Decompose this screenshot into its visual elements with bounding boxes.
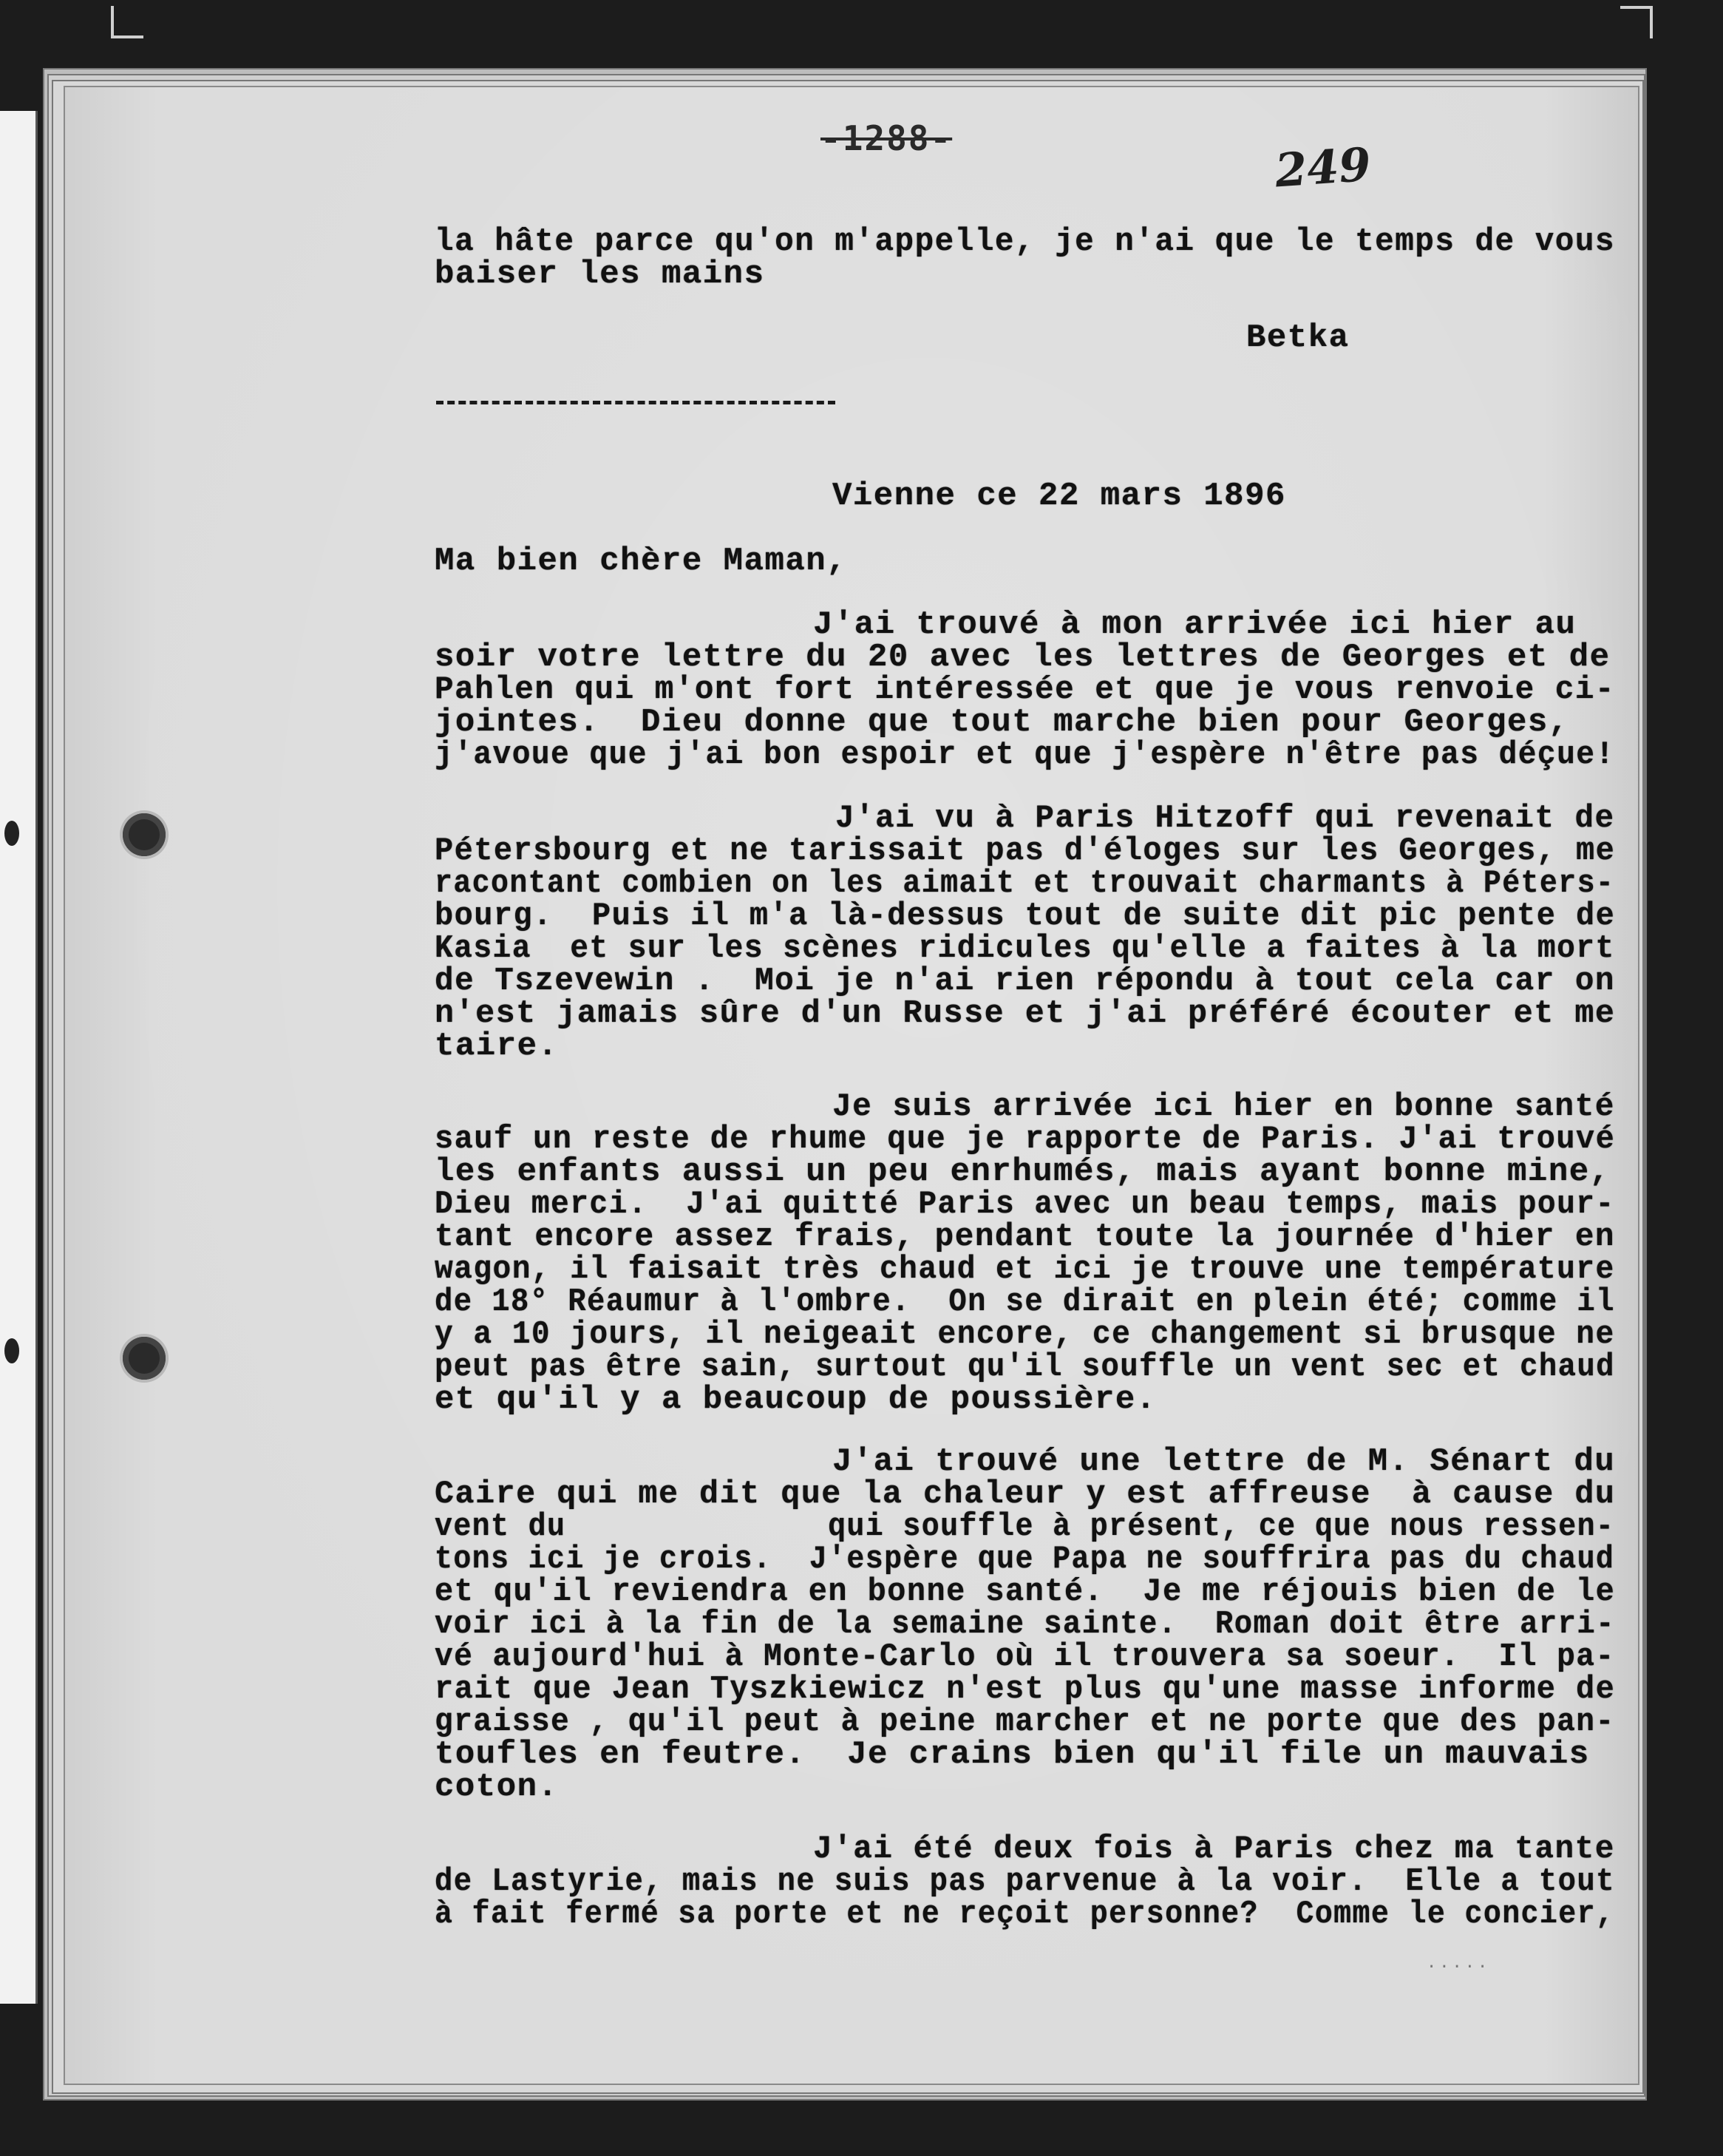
paragraph-line: tons ici je crois. J'espère que Papa ne souffrira pas du chaud xyxy=(435,1541,1615,1578)
paragraph-line: racontant combien on les aimait et trouvait charmants à Péters- xyxy=(435,865,1615,902)
paragraph-line: n'est jamais sûre d'un Russe et j'ai préféré écouter et me xyxy=(435,995,1616,1032)
paragraph-line: et qu'il reviendra en bonne santé. Je me réjouis bien de le xyxy=(435,1573,1616,1610)
paragraph-line: j'avoue que j'ai bon espoir et que j'espère n'être pas déçue! xyxy=(435,736,1615,773)
folio-number: 249 xyxy=(1273,137,1373,198)
crop-mark xyxy=(1620,6,1653,38)
letter-page xyxy=(65,87,1638,2084)
paragraph-line: graisse , qu'il peut à peine marcher et ne porte que des pan- xyxy=(435,1704,1615,1740)
dateline: Vienne ce 22 mars 1896 xyxy=(832,478,1286,515)
paragraph-line: de Tszevewin . Moi je n'ai rien répondu à tout cela car on xyxy=(435,963,1615,1000)
paragraph-line: les enfants aussi un peu enrhumés, mais ayant bonne mine, xyxy=(435,1153,1611,1190)
paragraph-line: vé aujourd'hui à Monte-Carlo où il trouvera sa soeur. Il pa- xyxy=(435,1638,1615,1675)
paragraph-line: toufles en feutre. Je crains bien qu'il file un mauvais xyxy=(435,1736,1590,1773)
signature: Betka xyxy=(1246,319,1350,356)
paragraph-line: Pétersbourg et ne tarissait pas d'éloges sur les Georges, me xyxy=(435,833,1616,869)
salutation: Ma bien chère Maman, xyxy=(435,543,848,580)
paragraph-line: taire. xyxy=(435,1028,559,1065)
paragraph-line: J'ai trouvé à mon arrivée ici hier au xyxy=(813,606,1577,643)
paragraph-line: de Lastyrie, mais ne suis pas parvenue à la voir. Elle a tout xyxy=(435,1863,1615,1900)
paragraph-line: de 18° Réaumur à l'ombre. On se dirait en plein été; comme il xyxy=(435,1284,1615,1321)
paragraph-line: bourg. Puis il m'a là-dessus tout de suite dit pic pente de xyxy=(435,898,1616,935)
paragraph-line: Pahlen qui m'ont fort intéressée et que je vous renvoie ci- xyxy=(435,671,1615,708)
crop-mark xyxy=(111,6,143,38)
paragraph-line: J'ai trouvé une lettre de M. Sénart du xyxy=(832,1443,1616,1480)
paragraph-line: wagon, il faisait très chaud et ici je trouve une température xyxy=(435,1251,1615,1288)
paragraph-line: sauf un reste de rhume que je rapporte de Paris. J'ai trouvé xyxy=(435,1121,1616,1158)
paragraph-line: coton. xyxy=(435,1769,559,1806)
separator-rule xyxy=(436,401,835,404)
paragraph-line: vent du qui souffle à présent, ce que nous ressen- xyxy=(435,1508,1615,1545)
punch-hole xyxy=(123,813,166,856)
archive-number: -1288- xyxy=(820,118,953,158)
closing-line: baiser les mains xyxy=(435,256,765,293)
paragraph-line: jointes. Dieu donne que tout marche bien pour Georges, xyxy=(435,704,1569,741)
scan-speckle: ····· xyxy=(1427,1958,1491,1976)
paragraph-line: tant encore assez frais, pendant toute la journée d'hier en xyxy=(435,1218,1615,1255)
paragraph-line: à fait fermé sa porte et ne reçoit personne? Comme le concier, xyxy=(435,1896,1615,1933)
paragraph-line: J'ai vu à Paris Hitzoff qui revenait de xyxy=(835,800,1615,837)
paragraph-line: Dieu merci. J'ai quitté Paris avec un beau temps, mais pour- xyxy=(435,1186,1615,1223)
paragraph-line: Je suis arrivée ici hier en bonne santé xyxy=(832,1088,1615,1125)
paragraph-line: soir votre lettre du 20 avec les lettres de Georges et de xyxy=(435,639,1611,676)
punch-hole xyxy=(123,1337,166,1380)
paragraph-line: Kasia et sur les scènes ridicules qu'elle a faites à la mort xyxy=(435,930,1615,967)
closing-line: la hâte parce qu'on m'appelle, je n'ai que le temps de vous xyxy=(435,223,1615,260)
paragraph-line: voir ici à la fin de la semaine sainte. Roman doit être arri- xyxy=(435,1606,1615,1643)
paragraph-line: J'ai été deux fois à Paris chez ma tante xyxy=(813,1831,1615,1868)
paragraph-line: et qu'il y a beaucoup de poussière. xyxy=(435,1381,1157,1418)
paragraph-line: peut pas être sain, surtout qu'il souffle un vent sec et chaud xyxy=(435,1349,1615,1386)
paragraph-line: rait que Jean Tyszkiewicz n'est plus qu'une masse informe de xyxy=(435,1671,1616,1708)
paragraph-line: y a 10 jours, il neigeait encore, ce changement si brusque ne xyxy=(435,1316,1615,1353)
paragraph-line: Caire qui me dit que la chaleur y est affreuse à cause du xyxy=(435,1476,1616,1513)
